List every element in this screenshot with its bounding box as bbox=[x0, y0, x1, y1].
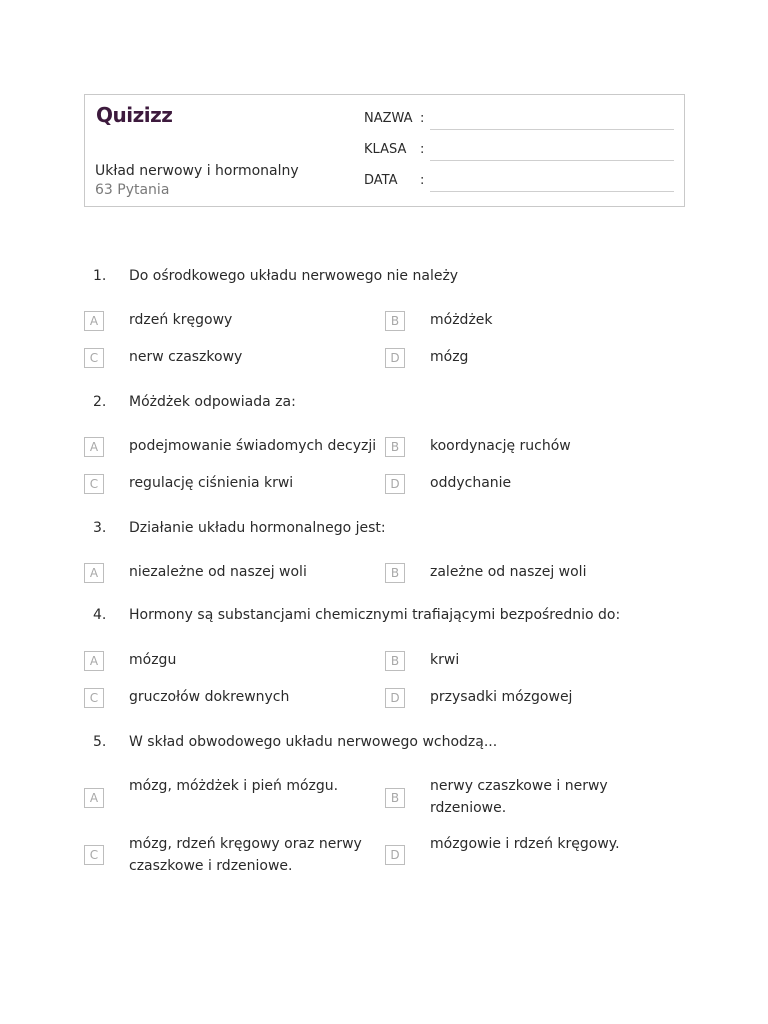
question-count: 63 Pytania bbox=[95, 182, 170, 198]
question-number: 5. bbox=[93, 734, 107, 750]
option-c-text: mózg, rdzeń kręgowy oraz nerwy czaszkowe i rdzeniowe. bbox=[129, 836, 362, 874]
option-c-box[interactable]: C bbox=[84, 474, 104, 494]
option-b-box[interactable]: B bbox=[385, 563, 405, 583]
option-d-box[interactable]: D bbox=[385, 845, 405, 865]
field-label: NAZWA bbox=[364, 111, 413, 126]
question-number: 2. bbox=[93, 394, 107, 410]
option-d-text: mózgowie i rdzeń kręgowy. bbox=[430, 836, 620, 852]
option-d-box[interactable]: D bbox=[385, 688, 405, 708]
option-a-box[interactable]: A bbox=[84, 563, 104, 583]
field-label: DATA bbox=[364, 173, 398, 188]
option-d-text: mózg bbox=[430, 349, 469, 365]
option-d-box[interactable]: D bbox=[385, 474, 405, 494]
option-a-text: mózgu bbox=[129, 652, 177, 668]
class-field-label bbox=[364, 142, 425, 157]
option-a-text: mózg, móżdżek i pień mózgu. bbox=[129, 778, 339, 794]
option-c-text: gruczołów dokrewnych bbox=[129, 689, 290, 705]
question-number: 3. bbox=[93, 520, 107, 536]
option-b-text: krwi bbox=[430, 652, 460, 668]
option-b-box[interactable]: B bbox=[385, 311, 405, 331]
field-colon: : bbox=[420, 173, 425, 188]
option-a-box[interactable]: A bbox=[84, 788, 104, 808]
field-label: KLASA bbox=[364, 142, 407, 157]
field-colon: : bbox=[420, 142, 425, 157]
option-d-box[interactable]: D bbox=[385, 348, 405, 368]
quiz-title: Układ nerwowy i hormonalny bbox=[95, 163, 299, 179]
question-text: W skład obwodowego układu nerwowego wchodzą... bbox=[129, 734, 498, 750]
quizizz-logo bbox=[96, 103, 182, 132]
option-c-text: nerw czaszkowy bbox=[129, 349, 243, 365]
question-text: Do ośrodkowego układu nerwowego nie należy bbox=[129, 268, 459, 284]
option-a-box[interactable]: A bbox=[84, 437, 104, 457]
option-b-text: zależne od naszej woli bbox=[430, 564, 587, 580]
logo-text: Quizizz bbox=[96, 103, 173, 127]
date-field-line[interactable] bbox=[430, 191, 674, 192]
option-d-text: oddychanie bbox=[430, 475, 512, 491]
question-text: Hormony są substancjami chemicznymi trafiającymi bezpośrednio do: bbox=[129, 607, 621, 623]
option-c-text: regulację ciśnienia krwi bbox=[129, 475, 294, 491]
option-a-box[interactable]: A bbox=[84, 651, 104, 671]
class-field-line[interactable] bbox=[430, 160, 674, 161]
quizizz-logo-mark bbox=[96, 103, 182, 127]
question-number: 1. bbox=[93, 268, 107, 284]
option-a-box[interactable]: A bbox=[84, 311, 104, 331]
option-c-box[interactable]: C bbox=[84, 688, 104, 708]
option-b-box[interactable]: B bbox=[385, 788, 405, 808]
name-field-line[interactable] bbox=[430, 129, 674, 130]
field-colon: : bbox=[420, 111, 425, 126]
question-number: 4. bbox=[93, 607, 107, 623]
option-b-box[interactable]: B bbox=[385, 651, 405, 671]
option-b-text: nerwy czaszkowe i nerwy rdzeniowe. bbox=[430, 778, 608, 816]
option-b-text: móżdżek bbox=[430, 312, 493, 328]
option-b-text: koordynację ruchów bbox=[430, 438, 571, 454]
option-a-text: niezależne od naszej woli bbox=[129, 564, 307, 580]
option-a-text: rdzeń kręgowy bbox=[129, 312, 233, 328]
option-a-text: podejmowanie świadomych decyzji bbox=[129, 438, 377, 454]
question-text: Działanie układu hormonalnego jest: bbox=[129, 520, 386, 536]
option-b-box[interactable]: B bbox=[385, 437, 405, 457]
option-c-box[interactable]: C bbox=[84, 845, 104, 865]
option-d-text: przysadki mózgowej bbox=[430, 689, 573, 705]
name-field-label bbox=[364, 111, 425, 126]
date-field-label bbox=[364, 173, 425, 188]
question-text: Móżdżek odpowiada za: bbox=[129, 394, 296, 410]
option-c-box[interactable]: C bbox=[84, 348, 104, 368]
